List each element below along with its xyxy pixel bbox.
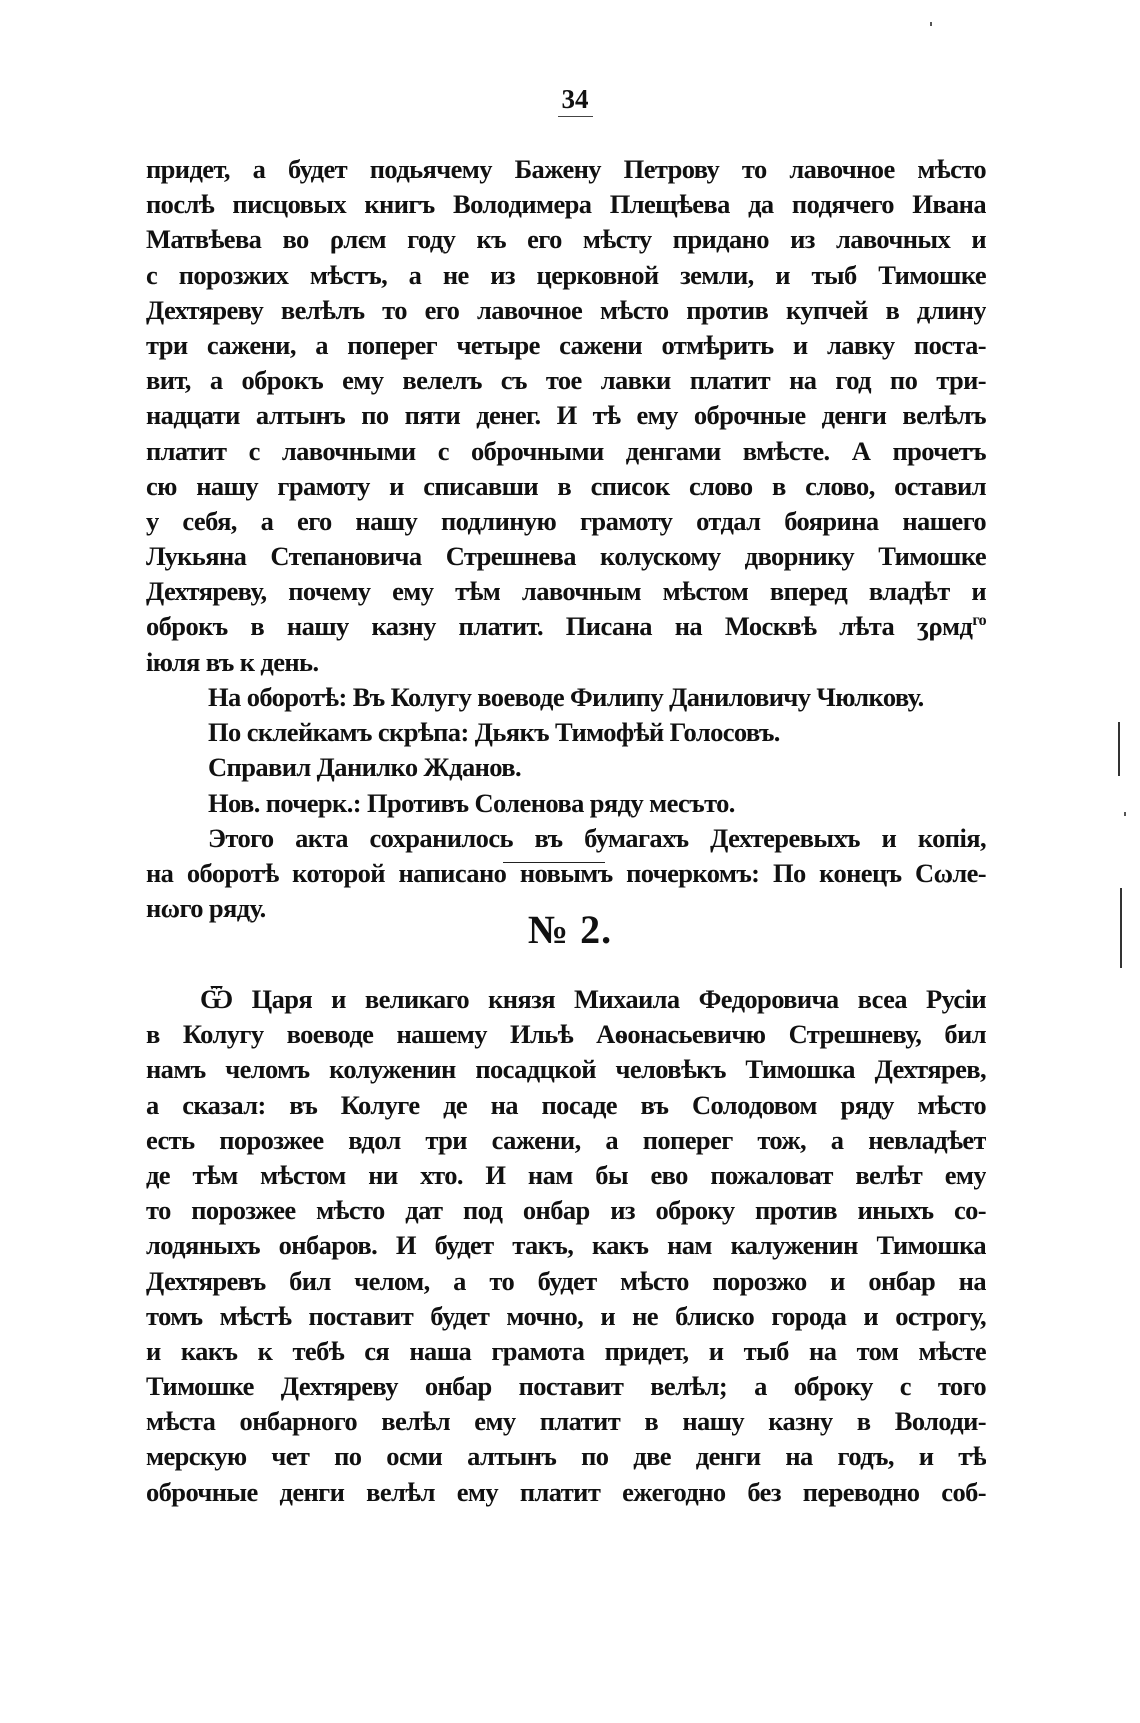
- text-line: Ѿ Царя и великаго князя Михаила Федоровича всеа Русіи: [200, 984, 986, 1014]
- text-line: вит, а оброкъ ему велелъ съ тое лавки платит на год по три-: [146, 365, 986, 396]
- note-line: Этого акта сохранилось въ бумагахъ Дехтеревыхъ и копія,: [208, 822, 986, 853]
- note-line: Нов. почерк.: Противъ Соленова ряду месъто.: [208, 787, 735, 818]
- text-line: а сказал: въ Колуге де на посаде въ Солодовом ряду мѣсто: [146, 1089, 986, 1120]
- scan-speck: [930, 22, 932, 26]
- text-line: де тѣм мѣстом ни хто. И нам бы ево пожаловат велѣт ему: [146, 1159, 986, 1190]
- page-number: [0, 84, 1140, 117]
- text-line: Дехтяревъ бил челом, а то будет мѣсто порозжо и онбар на: [146, 1265, 986, 1296]
- text-line: мерскую чет по осми алтынъ по две денги на годъ, и тѣ: [146, 1441, 986, 1472]
- date-superscript: го: [972, 612, 986, 630]
- text-line: лодяныхъ онбаров. И будет такъ, какъ нам калуженин Тимошка: [146, 1230, 986, 1261]
- scan-speck: [1124, 812, 1126, 816]
- text-line: послѣ писцовых книгъ Володимера Плещѣева да подячего Ивана: [146, 189, 986, 220]
- text-line: сю нашу грамоту и списавши в список слово в слово, оставил: [146, 470, 986, 501]
- scan-edge-mark: [1118, 722, 1120, 776]
- date-line-text: оброкъ в нашу казну платит. Писана на Москвѣ лѣта ʒρмд: [146, 611, 973, 642]
- text-line: намъ челомъ колуженин посадцкой человѣкъ Тимошка Дехтярев,: [146, 1054, 986, 1085]
- text-line: придет, а будет подьячему Бажену Петрову то лавочное мѣсто: [146, 154, 986, 184]
- text-line: Лукьяна Степановича Стрешнева колускому дворнику Тимошке: [146, 541, 986, 572]
- text-line: Дехтяреву, почему ему тѣм лавочным мѣстом вперед владѣт и: [146, 576, 986, 607]
- text-line: платит с лавочными с оброчными денгами вмѣсте. А прочетъ: [146, 435, 986, 466]
- page-number-text: 34: [558, 84, 593, 117]
- text-line: оброчные денги велѣл ему платит ежегодно без переводно соб-: [146, 1476, 986, 1507]
- note-line: На оборотѣ: Въ Колугу воеводе Филипу Даниловичу Чюлкову.: [208, 682, 924, 712]
- text-line: в Колугу воеводе нашему Ильѣ Аѳонасьевичю Стрешневу, бил: [146, 1019, 986, 1050]
- text-line: Тимошке Дехтяреву онбар поставит велѣл; а оброку с того: [146, 1371, 986, 1402]
- note-line: По склейкамъ скрѣпа: Дьякъ Тимофѣй Голосовъ.: [208, 717, 780, 748]
- scan-edge-mark: [1120, 888, 1122, 968]
- text-line: три сажени, а поперег четыре сажени отмѣрить и лавку поста-: [146, 329, 986, 360]
- note-line: нωго ряду.: [146, 893, 266, 924]
- text-line: есть порозжее вдол три сажени, а поперег тож, а невладѣет: [146, 1124, 986, 1155]
- note-line: Справил Данилко Жданов.: [208, 752, 521, 783]
- document-number-heading: № 2.: [527, 907, 613, 952]
- section-divider: [503, 862, 605, 863]
- text-line: томъ мѣстѣ поставит будет мочно, и не блиско города и острогу,: [146, 1300, 986, 1331]
- charter-continuation: [146, 152, 986, 680]
- text-line: мѣста онбарного велѣл ему платит в нашу казну в Володи-: [146, 1406, 986, 1437]
- charter-notes: [146, 680, 986, 926]
- text-line: с порозжих мѣстъ, а не из церковной земли, и тыб Тимошке: [146, 259, 986, 290]
- charter-two-text: [146, 982, 986, 1510]
- text-line: іюля въ к день.: [146, 646, 319, 677]
- text-line: то порозжее мѣсто дат под онбар из оброку против иныхъ со-: [146, 1195, 986, 1226]
- text-line: Дехтяреву велѣлъ то его лавочное мѣсто против купчей в длину: [146, 294, 986, 325]
- text-line: надцати алтынъ по пяти денег. И тѣ ему оброчные денги велѣлъ: [146, 400, 986, 431]
- text-line: Матвѣева во ρлєм году къ его мѣсту придано из лавочных и: [146, 224, 986, 255]
- text-line: у себя, а его нашу подлиную грамоту отдал боярина нашего: [146, 505, 986, 536]
- text-line-with-date: [146, 609, 986, 644]
- text-line: и какъ к тебѣ ся наша грамота придет, и тыб на том мѣсте: [146, 1335, 986, 1366]
- note-line: на оборотѣ которой написано новымъ почеркомъ: По конецъ Сωле-: [146, 857, 986, 888]
